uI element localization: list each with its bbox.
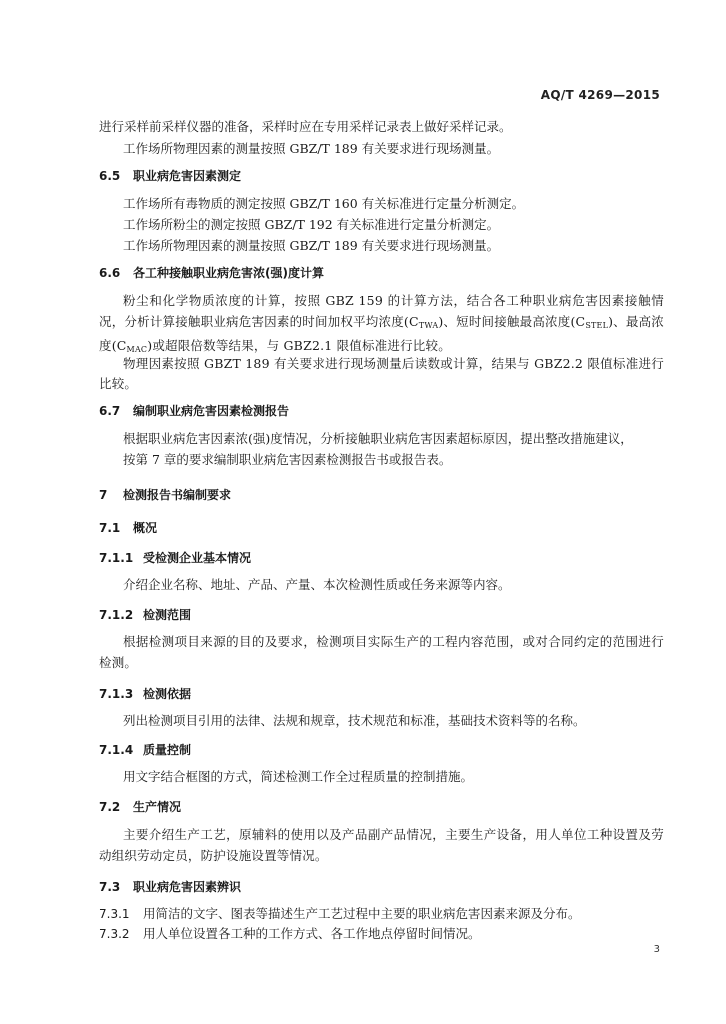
section-number: 6.7 [99, 404, 121, 418]
standard-code: AQ/T 4269—2015 [540, 88, 660, 102]
paragraph-line: 进行采样前采样仪器的准备，采样时应在专用采样记录表上做好采样记录。 [99, 119, 512, 134]
numbered-item-7-3-1 [99, 904, 664, 924]
section-heading-6-7 [99, 401, 664, 421]
section-title: 受检测企业基本情况 [143, 551, 252, 565]
section-heading-7-1-4 [99, 740, 664, 760]
section-number: 7.3 [99, 880, 121, 894]
paragraph-line: 列出检测项目引用的法律、法规和规章，技术规范和标准，基础技术资料等的名称。 [123, 713, 586, 728]
section-title: 生产情况 [133, 800, 182, 814]
subscript: STEL [585, 320, 609, 330]
text-run: )、短时间接触最高浓度(C [438, 313, 586, 329]
paragraph-line: 工作场所物理因素的测量按照 GBZ/T 189 有关要求进行现场测量。 [123, 238, 500, 253]
section-heading-7-1-3 [99, 684, 664, 704]
section-number: 7.1 [99, 521, 121, 535]
paragraph [99, 291, 664, 361]
paragraph-line: 工作场所粉尘的测定按照 GBZ/T 192 有关标准进行定量分析测定。 [123, 217, 500, 232]
paragraph-line: 用文字结合框图的方式，简述检测工作全过程质量的控制措施。 [123, 769, 474, 784]
section-title: 编制职业病危害因素检测报告 [133, 404, 290, 418]
section-title: 检测报告书编制要求 [123, 488, 232, 502]
paragraph: 根据检测项目来源的目的及要求，检测项目实际生产的工程内容范围，或对合同约定的范围进行检测。 [99, 634, 664, 670]
section-number: 6.6 [99, 266, 121, 280]
section-title: 职业病危害因素测定 [133, 169, 242, 183]
section-title: 质量控制 [143, 743, 192, 757]
paragraph: 物理因素按照 GBZT 189 有关要求进行现场测量后读数或计算，结果与 GBZ2.2 限值标准进行比较。 [99, 356, 664, 391]
paragraph-line: 按第 7 章的要求编制职业病危害因素检测报告书或报告表。 [123, 452, 452, 467]
section-number: 7.1.2 [99, 608, 134, 622]
subscript: TWA [418, 320, 439, 330]
page-number: 3 [653, 944, 660, 955]
section-heading-7-2 [99, 797, 664, 817]
chapter-heading-7 [99, 485, 664, 505]
section-number: 7.1.4 [99, 743, 134, 757]
section-number: 6.5 [99, 169, 121, 183]
section-title: 各工种接触职业病危害浓(强)度计算 [133, 266, 324, 280]
section-title: 概况 [133, 521, 158, 535]
text-run: )或超限倍数等结果，与 GBZ2.1 限值标准进行比较。 [147, 338, 451, 353]
section-heading-6-6 [99, 263, 664, 283]
numbered-item-7-3-2 [99, 924, 664, 944]
text-run: 粉尘和化学物质浓度的计算，按照 GBZ 159 的计算方法，结合各工种职业病危害因素接触情况，分析计算接触职业病危害因素的时间加权平均浓度(C [99, 293, 664, 329]
section-number: 7.1.3 [99, 687, 134, 701]
paragraph: 主要介绍生产工艺，原辅料的使用以及产品副产品情况，主要生产设备，用人单位工种设置及劳动组织劳动定员，防护设施设置等情况。 [99, 827, 664, 863]
section-heading-7-3 [99, 877, 664, 897]
item-number: 7.3.2 [99, 927, 130, 941]
section-number: 7.1.1 [99, 551, 134, 565]
subscript: MAC [126, 345, 148, 354]
item-text: 用简洁的文字、图表等描述生产工艺过程中主要的职业病危害因素来源及分布。 [143, 906, 581, 921]
paragraph-line: 介绍企业名称、地址、产品、产量、本次检测性质或任务来源等内容。 [123, 577, 511, 592]
item-text: 用人单位设置各工种的工作方式、各工作地点停留时间情况。 [143, 926, 481, 941]
paragraph-line: 工作场所物理因素的测量按照 GBZ/T 189 有关要求进行现场测量。 [123, 141, 500, 156]
item-number: 7.3.1 [99, 907, 130, 921]
section-title: 检测范围 [143, 608, 192, 622]
paragraph-line: 根据职业病危害因素浓(强)度情况，分析接触职业病危害因素超标原因，提出整改措施建议， [123, 431, 633, 446]
section-number: 7.2 [99, 800, 121, 814]
section-title: 检测依据 [143, 687, 192, 701]
section-number: 7 [99, 488, 108, 502]
section-heading-6-5 [99, 166, 664, 186]
section-heading-7-1-2 [99, 605, 664, 625]
text-run: )、最高浓度(C [99, 313, 664, 353]
section-heading-7-1-1 [99, 548, 664, 568]
section-title: 职业病危害因素辨识 [133, 880, 242, 894]
section-heading-7-1 [99, 518, 664, 538]
paragraph-line: 工作场所有毒物质的测定按照 GBZ/T 160 有关标准进行定量分析测定。 [123, 196, 525, 211]
